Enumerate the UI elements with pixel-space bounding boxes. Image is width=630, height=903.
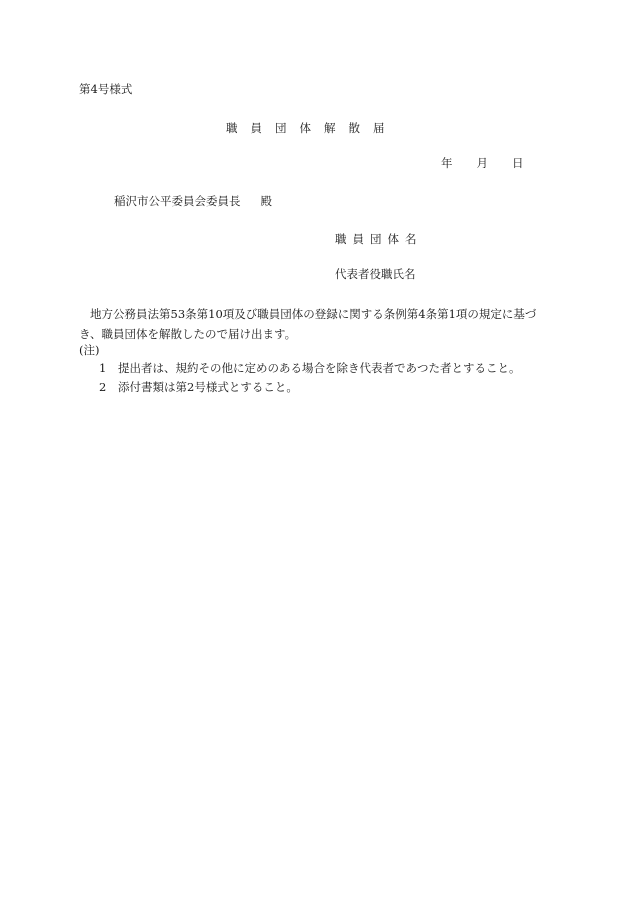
addressee	[114, 193, 272, 209]
note-text: 提出者は、規約その他に定めのある場合を除き代表者であつた者とすること。	[118, 361, 521, 375]
org-name-label: 職員団体名	[335, 232, 423, 246]
note-text: 添付書類は第2号様式とすること。	[118, 380, 298, 394]
date-day-label: 日	[512, 156, 524, 170]
date-line	[441, 155, 524, 171]
notes-heading: (注)	[79, 343, 100, 357]
form-number: 第4号様式	[79, 82, 133, 96]
note-number: 2	[99, 380, 107, 394]
note-item	[99, 379, 298, 395]
note-number: 1	[99, 361, 107, 375]
addressee-name: 稲沢市公平委員会委員長	[114, 194, 241, 208]
date-year-label: 年	[441, 156, 453, 170]
document-title: 職員団体解散届	[226, 121, 398, 135]
note-item	[99, 360, 521, 376]
addressee-honorific: 殿	[260, 194, 272, 208]
representative-label: 代表者役職氏名	[335, 267, 416, 281]
body-paragraph: 地方公務員法第53条第10項及び職員団体の登録に関する条例第4条第1項の規定に基づき、職員団体を解散したので届け出ます。	[79, 307, 537, 341]
date-month-label: 月	[476, 156, 488, 170]
